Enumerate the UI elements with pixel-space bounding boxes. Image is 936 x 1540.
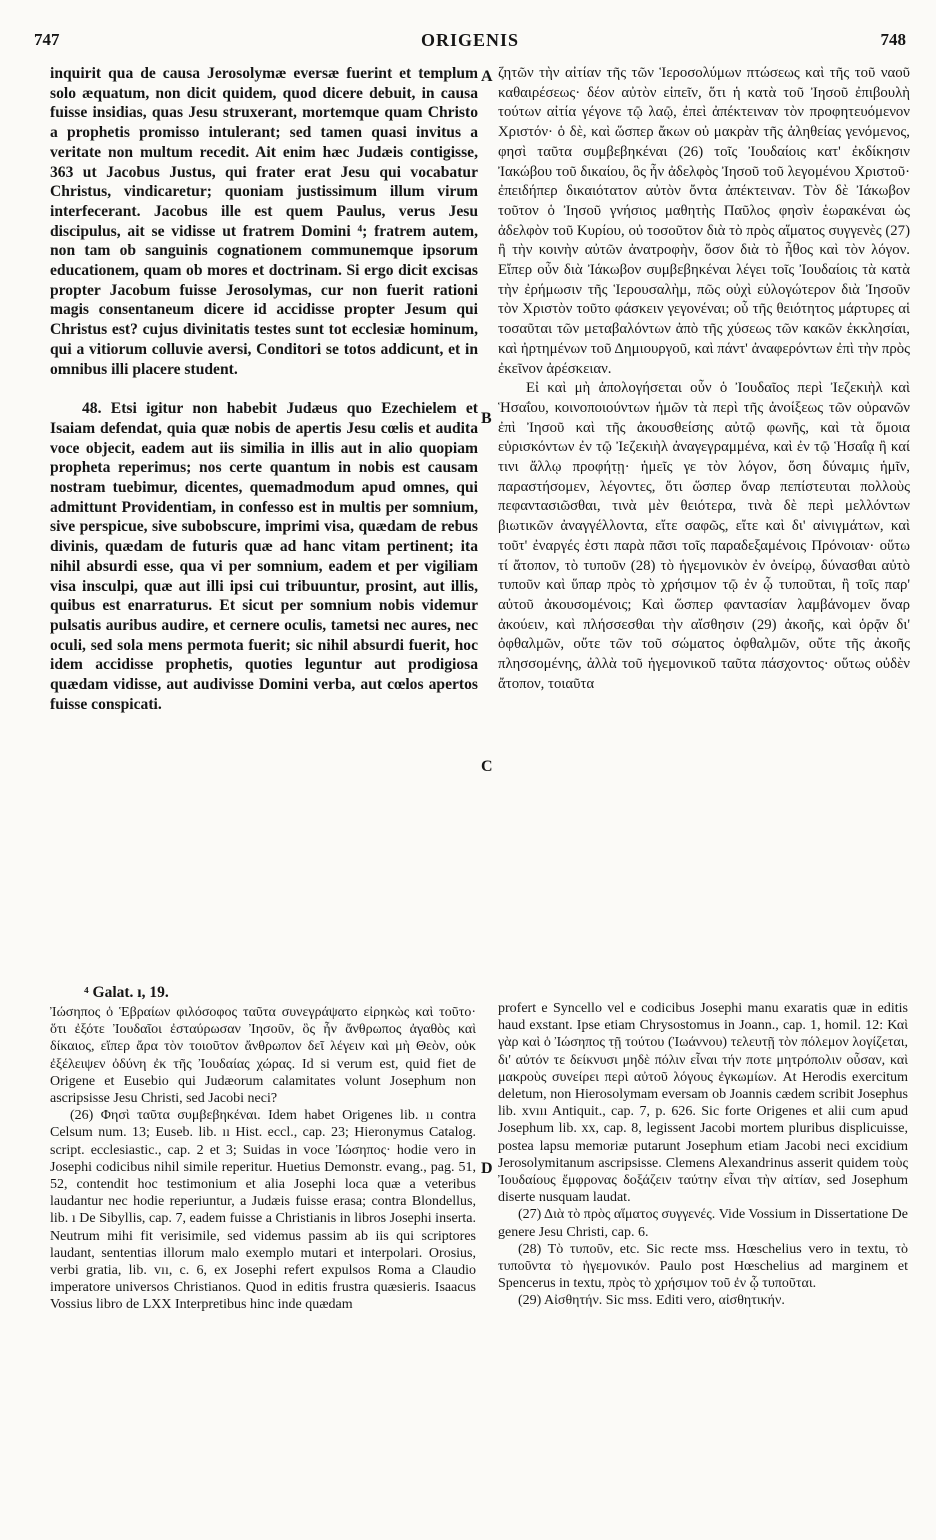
note-continuation: profert e Syncello vel e codicibus Josephi manu exaratis quæ in editis haud exstant. Ipse etiam Chrysostomus in Joann., cap. 1, homil. 12: Καὶ γὰρ καὶ ὁ Ἰώσηπος τῇ τούτου (Ἰωάννου) τελευτῇ τὸν πόλεμον λογίζεται, δι' αὐτόν τε δείκνυσι μηδὲ πόλιν εἶναι τήν ποτε μητρόπολιν οὖσαν, καὶ μακροὺς συνείρει περὶ αὐτοῦ λόγους ἐγκωμίων. At Herodis exercitum deletum, non Hierosolymam eversam ob Joannis cædem scribit Josephus lib. xvııı Antiquit., cap. 7, p. 626. Sic forte Origenes et alii cum apud Josephum lib. xx, cap. 8, legissent Jacobi mortem pluribus displicuisse, postea lapsu memoriæ putarunt Josephum etiam Jacobi neci excidium Jerosolymitanum ascripsisse. Clemens Alexandrinus asserit quidem τοὺς Ἰουδαίους ἔμφρονας δοξάζειν ταύτην εἶναι τὴν αἰτίαν, sed Josephum diserte nusquam laudat. [498,1001,908,1206]
notes-right-column [498,1000,908,1440]
latin-paragraph-1: inquirit qua de causa Jerosolymæ eversæ fuerint et templum solo æquatum, non dicit quidem, quod dicere debuit, in causa fuisse insidias, quas Jesu struxerant, mortemque quam Christo a prophetis promisso intulerant; sed tamen quasi invitus a veritate non multum recedit. Ait enim hæc Judæis contigisse, 363 ut Jacobus Justus, qui frater erat Jesu qui vocabatur Christus, vindicaretur; quoniam justissimum illum virum interfecerant. Jacobus ille est quem Paulus, verus Jesu discipulus, ait se vidisse ut fratrem Domini ⁴; fratrem autem, non tam ob sanguinis cognationem communemque ipsorum educationem, quam ob mores et doctrinam. Si ergo dicit excisas propter Jacobum fuisse Jerosolymas, cur non fuerit rationi magis consentaneum dicere id accidisse propter Jesum qui Christus est? cujus divinitatis testes sunt tot ecclesiæ hominum, qui a vitiorum colluvie aversi, Conditori se totos addicunt, et in omnibus illi placere student. [50,65,478,378]
page-header [34,30,906,56]
note-26: (26) Φησὶ ταῦτα συμβεβηκέναι. Idem habet Origenes lib. ıı contra Celsum num. 13; Euseb. lib. ıı Hist. eccl., cap. 23; Hieronymus Catalog. script. ecclesiastic., cap. 2 et 3; Suidas in voce Ἰώσηπος· hodie vero in Josephi codicibus nihil simile reperitur. Huetius Demonstr. evang., pag. 51, 52, contendit hoc testimonium et alia Josephi loca quæ a veteribus laudantur nec hodie reperiuntur, a Judæis fuisse erasa; contra Blondellus, lib. ı De Sibyllis, cap. 7, eadem fuisse a Christianis in libros Josephi inserta. Neutrum mihi fit verisimile, sed videmus passim ab iis qui scriptores laudant, sententias illorum malo exemplo mutari et interpolari. Orosius, verbi gratia, lib. vıı, c. 6, ex Josephi refert expulsos Roma a Claudio imperatore universos Christianos. Quod in editis frustra quæsieris. Isaacus Vossius libro de LXX Interpretibus hinc inde quædam [50,1108,476,1313]
latin-paragraph-2: 48. Etsi igitur non habebit Judæus quo Ezechielem et Isaiam defendat, quia quæ nobis de apertis Jesu cœlis et audita voce objecit, eadem aut iis similia in illis aut in alio quopiam propheta reperimus; nos certe quantum in nobis est causam nostram tuebimur, dicentes, quemadmodum apud omnes, qui admittunt Providentiam, in confesso est in multis per somnium, sive perspicue, sive subobscure, imprimi visa, quædam de rebus divinis, quædam de futuris quæ ad hanc vitam pertinent; ita nihil absurdi esse, qua vi per somnium, eadem et per vigiliam visa insculpi, quæ aut illi ipsi cui tribuuntur, prosint, aut illis, quibus est enarraturus. Et sicut per somnium nobis videmur pulsatis auribus audire, et cernere oculis, tametsi nec aures, nec oculi, sed sola mens permota fuerit; sic nihil absurdi fuerit, hoc idem accidisse prophetis, quoties leguntur aut prodigiosa quædam vidisse, aut audivisse Domini verba, aut cœlos apertos fuisse conspicati. [50,400,478,713]
running-title: ORIGENIS [420,30,520,50]
note-27: (27) Διὰ τὸ πρὸς αἵματος συγγενές. Vide Vossium in Dissertatione De genere Jesu Christi, cap. 6. [498,1207,908,1240]
margin-letter-a: A [481,68,493,85]
latin-column [50,64,478,998]
greek-paragraph-2: Εἰ καὶ μὴ ἀπολογήσεται οὖν ὁ Ἰουδαῖος περὶ Ἰεζεκιὴλ καὶ Ἡσαΐου, κοινοποιούντων ἡμῶν τὰ περὶ τῆς ἀνοίξεως τῶν οὐρανῶν ἐπὶ Ἰησοῦ καὶ τῆς ἀκουσθείσης αὐτῷ φωνῆς, καὶ τὰ ὅμοια εὑρισκόντων ἐν τῷ Ἰεζεκιὴλ ἀναγεγραμμένα, καὶ ἐν τῷ Ἡσαΐᾳ ἢ καί τινι ἄλλῳ προφήτῃ· ἡμεῖς γε τὸν λόγον, ὅση δύναμις ἡμῖν, παραστήσομεν, λέγοντες, ὅτι ὥσπερ ὄναρ πεπίστευται πολλοὺς πεφαντασιῶσθαι, τινὰ μὲν θειότερα, τινὰ δὲ περὶ μελλόντων βιωτικῶν ἀναγγέλλοντα, εἴτε σαφῶς, εἴτε καὶ δι' αἰνιγμάτων, καὶ τοῦτ' ἐναργές ἐστι παρὰ πᾶσι τοῖς παραδεξαμένοις Πρόνοιαν· οὕτω τί ἄτοπον, τὸ τυποῦν (28) τὸ ἡγεμονικὸν ἐν ὀνείρῳ, δύνασθαι αὐτὸ τυποῦν καὶ ὕπαρ πρὸς τὸ χρήσιμον τῷ ἐν ᾧ τυποῦται, ἢ τοῖς παρ' αὐτοῦ ἀκουσομένοις; Καὶ ὥσπερ φαντασίαν λαμβάνομεν ὄναρ ἀκούειν, καὶ πλήσσεσθαι τὴν αἴσθησιν (29) ἀκοῆς, καὶ ὁρᾷν δι' ὀφθαλμῶν, οὔτε τῶν τοῦ σώματος ὀφθαλμῶν, οὔτε τῆς ἀκοῆς πλησσομένης, ἀλλὰ τοῦ ἡγεμονικοῦ ταῦτα πάσχοντος· οὕτως οὐδὲν ἄτοπον, τοιαῦτα [498,380,910,692]
margin-letter-b: B [481,410,492,427]
note-29: (29) Αἰσθητήν. Sic mss. Editi vero, αἰσθητικήν. [518,1293,785,1309]
margin-letter-c: C [481,758,493,775]
greek-paragraph-1: ζητῶν τὴν αἰτίαν τῆς τῶν Ἱεροσολύμων πτώσεως καὶ τῆς τοῦ ναοῦ καθαιρέσεως· δέον αὐτὸν εἰπεῖν, ὅτι ἡ κατὰ τοῦ Ἰησοῦ ἐπιβουλὴ τούτων αἰτία γέγονε τῷ λαῷ, ἐπεὶ ἀπέκτειναν τὸν προφητευόμενον Χριστόν· ὁ δὲ, καὶ ὥσπερ ἄκων οὐ μακρὰν τῆς ἀληθείας γενόμενος, φησὶ ταῦτα συμβεβηκέναι (26) τοῖς Ἰουδαίοις κατ' ἐκδίκησιν Ἰακώβου τοῦ δικαίου, ὃς ἦν ἀδελφὸς Ἰησοῦ τοῦ λεγομένου Χριστοῦ· ἐπειδήπερ δικαιότατον αὐτὸν ὄντα ἀπέκτειναν. Τὸν δὲ Ἰάκωβον τοῦτον ὁ Ἰησοῦ γνήσιος μαθητὴς Παῦλος φησὶν ἑωρακέναι ὡς ἀδελφὸν τοῦ Κυρίου, οὐ τοσοῦτον διὰ τὸ πρὸς αἵματος συγγενὲς (27) ἢ τὴν κοινὴν αὐτῶν ἀνατροφὴν, ὅσον διὰ τὸ ἦθος καὶ τὸν λόγον. Εἴπερ οὖν διὰ Ἰάκωβον συμβεβηκέναι λέγει τοῖς Ἰουδαίοις τὰ κατὰ τὴν ἐρήμωσιν τῆς Ἱερουσαλὴμ, πῶς οὐχὶ εὐλογώτερον διὰ Ἰησοῦν τὸν Χριστὸν τοῦτο φάσκειν γεγονέναι; οὗ τῆς θειότητος μάρτυρες αἱ τοσαῦται τῶν μεταβαλόντων ἀπὸ τῆς χύσεως τῶν κακῶν ἐκκλησίαι, καὶ ἠρτημένων τοῦ Δημιουργοῦ, καὶ πάντ' ἀναφερόντων ἐπὶ τὴν πρὸς ἐκεῖνον ἀρέσκειαν. [498,65,910,377]
note-28: (28) Τὸ τυποῦν, etc. Sic recte mss. Hœschelius vero in textu, τὸ τυποῦντα τὸ ἡγεμονικόν. Paulo post Hœschelius ad marginem et Spencerus in textu, πρὸς τὸ χρήσιμον τοῦ ἐν ᾧ τυποῦται. [498,1241,908,1292]
footnote-reference: ⁴ Galat. ı, 19. [84,984,169,1001]
note-josephus-quote: Ἰώσηπος ὁ Ἑβραίων φιλόσοφος ταῦτα συνεγράψατο εἰρηκὼς καὶ τοῦτο· ὅτι ἐξότε Ἰουδαῖοι ἐσταύρωσαν Ἰησοῦν, ὃς ἦν ἄνθρωπος ἀγαθὸς καὶ δίκαιος, εἴπερ ἄρα τὸν τοιοῦτον ἄνθρωπον δεῖ λέγειν καὶ μὴ Θεὸν, οὐκ ἐξέλειψεν ὀδύνη ἐκ τῆς Ἰουδαίας χώρας. Id si verum est, quid fiet de Origene et Eusebio qui Judæorum calamitates volunt Josephum non ascripsisse Jesu Christi, sed Jacobi neci? [50,1005,476,1107]
greek-column [498,64,910,998]
page-number-right: 748 [880,30,906,49]
page-number-left: 747 [34,30,60,49]
notes-left-column [50,1004,476,1524]
margin-letter-d: D [481,1160,493,1177]
